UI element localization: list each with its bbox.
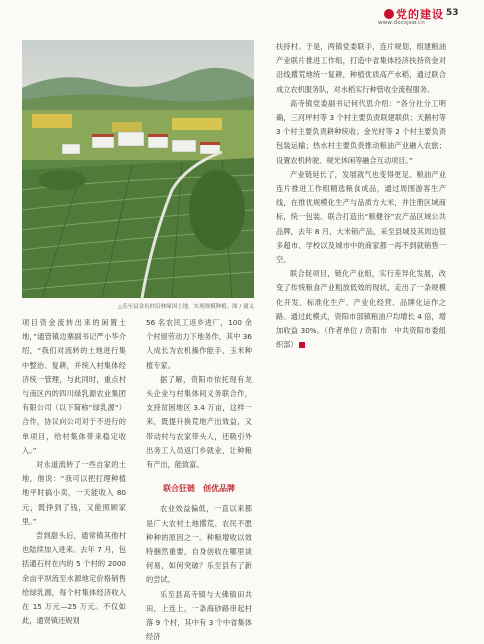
- page-header: [0, 0, 484, 40]
- paragraph: 农业效益偏低，一直以来都是广大农村土地撂荒、农民不愿种种的原因之一。种粮增收以效特捆然重要，自身创收在哪里谈何易，如何突破？乐至县有了新的尝试。: [146, 504, 252, 585]
- paragraph: 高寺镇党委副书记何代思介绍：“各分社分工明确，三河坪村等 3 个村主要负责联建联供；天鹅村等 3 个村主要负责耕种统收；金光村等 2 个村主要负责包装运输；热水村主要负责推动粮油产业融入农旅；设置农机转驶、规光休闲等融合互动项目。”: [276, 98, 446, 165]
- section-heading: 联合狂链 创优品牌: [163, 484, 235, 494]
- paragraph: 扶持村。于是，两镇党委联手，连片规划，组建粮油产业联片推进工作组，打造中省集体经济扶持资金对沿线撂荒地统一复耕，种植优质高产水稻，通过联合成立农机服务队，对水稻实行种管收全流程服务。: [276, 42, 446, 94]
- article-column-3: [276, 40, 446, 352]
- paragraph: 尝到甜头后，通常镇其他村也陆续加入进来。去年 7 月，包括通石村在内的 5 个村的 2000 余亩平坝流至水源地定价格销售给绿乳源，每个村集体经济收入在 15 万元—25 万元。不仅如此，通贤镇还规划: [22, 531, 126, 626]
- paragraph: 据了解，资阳市依托现有龙头企业与村集体间义务联合作，支持贫困地区 3.4 万亩，这样一来，既提升换荒地产出效益，又带动村与农家带头人，还吸引外出务工人员返门乡就业，让种粮有产出，能致富。: [146, 374, 252, 470]
- paragraph: 项目资金流转出来的闲置土地，”通管镇边寨副书记严小华介绍，“我们对流转的土地进行集中整治、复耕，并统入村集体经济统一管理，与此同时，重点村与南区内的四川绿乳源农业集团有限公司（以下简称“绿乳源”）合作，协议向公司对于不进行的单项目，给村集体带来稳定收入。”: [22, 318, 126, 455]
- page-number: 53: [446, 8, 459, 18]
- photo-caption: △乐至县金坑村沿林缘国土地，实现规模种植。图 / 谢义: [117, 304, 254, 310]
- paragraph: 产业链延长了，发展就气也变得更足。粮油产业连片推进工作组精选粮食成品，通过周围游客生产线，在推优规模化生产与品质方大米，并注册区域商标，统一包装。联合打造出“粮健谷”农产品区域公共品牌，去年 8 月，大米销产品，采至县城及其周边很多超市、学校以及城市中的商家都一再不到就销售一空。: [276, 169, 446, 265]
- website-url: www.docsjsw.cn: [378, 20, 425, 26]
- article-column-1: [22, 316, 126, 628]
- paragraph-text: 联合促项目，链化产业组，实行差异化发展，改变了传统粮食产业粗放低效的现状，走出了一条规模化开发、标准化生产、产业化经营、品牌化运作之路。通过此模式，资阳市部镇粮油户均增长 4 倍，增加收益 30%。（作者单位 / 资阳市 中共资阳市委组织部）: [276, 269, 446, 350]
- paragraph-final: [276, 267, 446, 352]
- paragraph: 对永道流转了一些自家的土地，他说：“我可以把打理种植地平时搞小卖，一天能收入 80 元，既挣到了钱，又能照顾家里。”: [22, 460, 126, 526]
- logo-text: 党的建设: [396, 8, 444, 21]
- party-emblem-icon: [384, 9, 394, 19]
- article-end-mark-icon: [299, 342, 305, 348]
- paragraph: 56 名农民工返乡进厂，100 余个村留劳动力下地务作，其中 36 人成长为农机操作能手、玉米种植专家。: [146, 318, 252, 370]
- paragraph: 乐至县高寺镇与大佛镇田共田，上连上，一条海砂路串起村落 9 个村，其中有 3 个中省集体经济: [146, 589, 252, 642]
- article-column-2: [146, 316, 252, 644]
- aerial-village-photo: [22, 40, 254, 298]
